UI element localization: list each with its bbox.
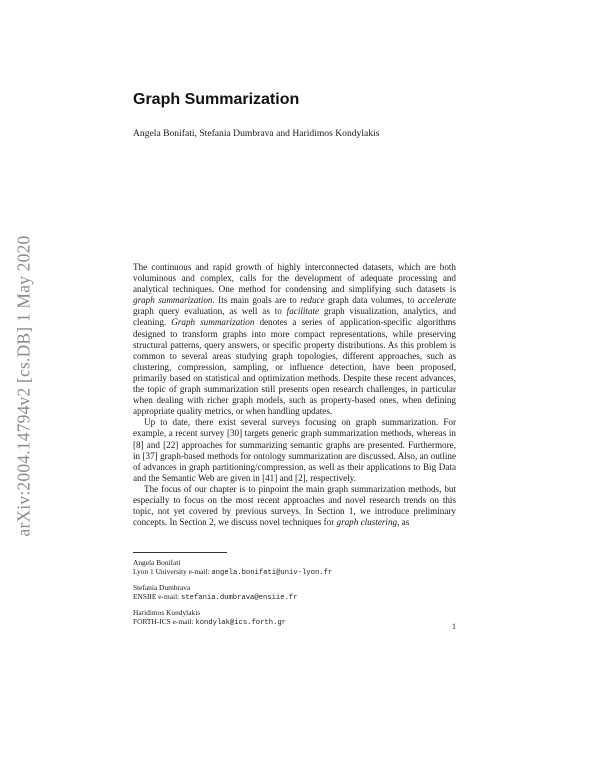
footnote-author-3 [133,608,456,629]
footnote-email: stefania.dumbrava@ensiie.fr [181,594,298,603]
footnote-affiliation: ENSIIE e-mail: stefania.dumbrava@ensiie.fr [133,592,298,603]
paragraph-1: The continuous and rapid growth of highly interconnected datasets, which are both voluminous and complex, calls for the development of adequate processing and analytical techniques. One method for condensing and simplifying such datasets is graph summarization. Its main goals are to reduce graph data volumes, to accelerate graph query evaluation, as well as to facilitate graph visualization, analytics, and cleaning. Graph summarization denotes a series of application-specific algorithms designed to transform graphs into more compact representations, while preserving structural patterns, query answers, or specific property distributions. As this problem is common to several areas studying graph topologies, different approaches, such as clustering, compression, sampling, or influence detection, have been proposed, primarily based on statistical and optimization methods. Despite these recent advances, the topic of graph summarization still presents open research challenges, in particular when dealing with richer graph models, such as property-based ones, when defining appropriate quality metrics, or when handling updates. [133,262,457,417]
paragraph-2: Up to date, there exist several surveys focusing on graph summarization. For example, a recent survey [30] targets generic graph summarization methods, whereas in [8] and [22] approaches for summarizing semantic graphs are presented. Furthermore, in [37] graph-based methods for ontology summarization are discussed. Also, an outline of advances in graph partitioning/compression, as well as their applications to Big Data and the Semantic Web are given in [41] and [2], respectively. [133,417,456,483]
paragraph-3: The focus of our chapter is to pinpoint the main graph summarization methods, but especially to focus on the most recent approaches and novel research trends on this topic, not yet covered by previous surveys. In Section 1, we introduce preliminary concepts. In Section 2, we discuss novel techniques for graph clustering, as [133,483,456,528]
footnote-affiliation: Lyon 1 University e-mail: angela.bonifati@univ-lyon.fr [133,567,333,578]
footnote-divider [133,552,227,553]
footnote-affiliation: FORTH-ICS e-mail: kondylak@ics.forth.gr [133,617,286,628]
footnote-name: Haridimos Kondylakis [133,607,201,617]
footnote-name: Stefania Dumbrava [133,582,191,592]
paper-title: Graph Summarization [133,91,300,108]
footnote-name: Angela Bonifati [133,558,181,567]
author-list: Angela Bonifati, Stefania Dumbrava and Haridimos Kondylakis [133,128,380,139]
footnote-author-2 [133,583,456,604]
arxiv-identifier: arXiv:2004.14794v2 [cs.DB] 1 May 2020 [13,235,34,537]
footnote-email: kondylak@ics.forth.gr [195,619,286,628]
abstract-body [133,262,456,528]
arxiv-sidebar [4,196,44,576]
author-footnotes [133,558,456,632]
footnote-author-1 [133,558,456,579]
footnote-email: angela.bonifati@univ-lyon.fr [211,569,333,578]
page-number: 1 [452,622,456,631]
